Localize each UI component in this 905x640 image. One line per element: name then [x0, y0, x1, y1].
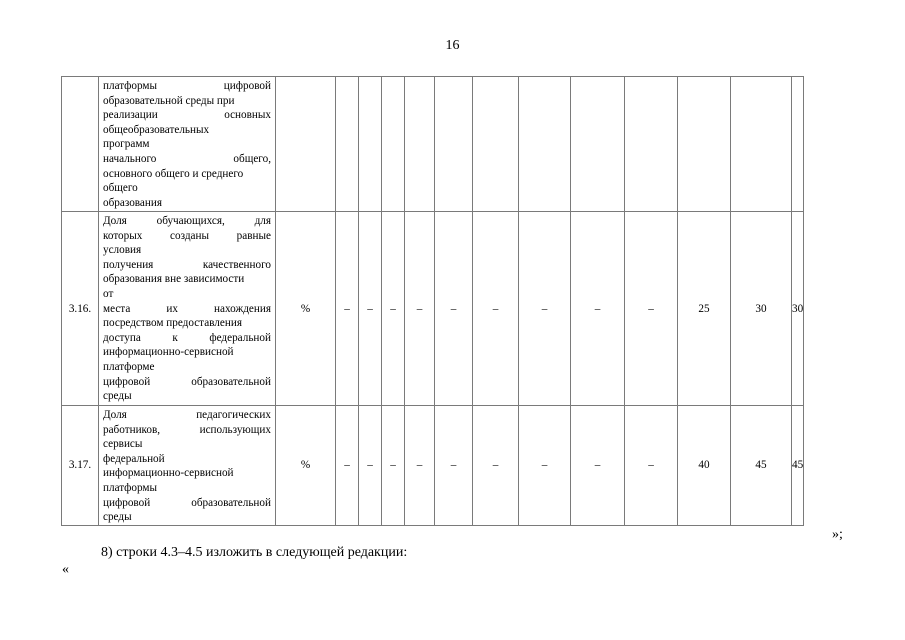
value-cell: –	[405, 406, 435, 526]
value-cell: 45	[731, 406, 792, 526]
description-line: образования вне зависимости	[103, 273, 245, 286]
description-line: цифровой образовательной	[103, 496, 271, 509]
unit-cell: %	[276, 406, 336, 526]
value-cell: –	[359, 406, 382, 526]
value-cell: –	[571, 406, 625, 526]
table-row	[62, 77, 804, 212]
value-cell: –	[382, 406, 405, 526]
value-cell	[731, 77, 792, 212]
indicator-description-cell	[99, 77, 276, 212]
description-line: места их нахождения	[103, 302, 271, 315]
description-line: платформы цифровой	[103, 80, 271, 92]
value-cell: –	[473, 212, 519, 406]
value-cell: –	[435, 406, 473, 526]
description-line: образовательной среды при	[103, 94, 235, 107]
value-cell: 30	[731, 212, 792, 406]
value-cell	[382, 77, 405, 212]
value-cell	[336, 77, 359, 212]
indicator-description-cell	[99, 406, 276, 526]
value-cell: –	[359, 212, 382, 406]
description-line: работников, использующих	[103, 423, 271, 436]
description-line: от	[103, 287, 114, 300]
value-cell	[435, 77, 473, 212]
value-cell: 40	[678, 406, 731, 526]
description-line: условия	[103, 244, 142, 257]
table-row	[62, 212, 804, 406]
value-cell: –	[519, 212, 571, 406]
page-number: 16	[445, 38, 460, 53]
closing-quote-mark: »;	[832, 527, 843, 542]
description-line: информационно-сервисной	[103, 346, 234, 359]
description-line: сервисы	[103, 438, 143, 451]
description-line: платформы	[103, 481, 157, 494]
value-cell	[359, 77, 382, 212]
unit-cell: %	[276, 212, 336, 406]
description-line: Доля обучающихся, для	[103, 215, 271, 227]
value-cell: 45	[792, 406, 804, 526]
value-cell: –	[473, 406, 519, 526]
value-cell	[678, 77, 731, 212]
description-line: среды	[103, 511, 132, 524]
value-cell: –	[382, 212, 405, 406]
value-cell: –	[336, 212, 359, 406]
description-line: общего	[103, 182, 138, 195]
value-cell: –	[571, 212, 625, 406]
value-cell: –	[519, 406, 571, 526]
description-line: которых созданы равные	[103, 229, 271, 242]
description-line: федеральной	[103, 452, 165, 465]
description-line: среды	[103, 390, 132, 403]
description-line: посредством предоставления	[103, 317, 242, 330]
value-cell	[625, 77, 678, 212]
value-cell: –	[336, 406, 359, 526]
indicators-table	[61, 76, 804, 526]
instruction-paragraph: 8) строки 4.3–4.5 изложить в следующей редакции:	[101, 545, 408, 560]
value-cell: –	[625, 406, 678, 526]
description-line: основного общего и среднего	[103, 167, 244, 180]
value-cell	[792, 77, 804, 212]
row-number-cell: 3.17.	[62, 406, 99, 526]
description-line: получения качественного	[103, 258, 271, 271]
value-cell	[405, 77, 435, 212]
value-cell: –	[435, 212, 473, 406]
description-line: начального общего,	[103, 152, 271, 165]
value-cell: –	[405, 212, 435, 406]
opening-quote-mark: «	[62, 562, 69, 577]
description-line: образования	[103, 196, 163, 209]
table-row	[62, 406, 804, 526]
value-cell: 30	[792, 212, 804, 406]
unit-cell	[276, 77, 336, 212]
value-cell	[519, 77, 571, 212]
description-line: доступа к федеральной	[103, 331, 271, 344]
indicator-description-cell	[99, 212, 276, 406]
description-line: информационно-сервисной	[103, 467, 234, 480]
row-number-cell	[62, 77, 99, 212]
description-line: общеобразовательных	[103, 123, 210, 136]
value-cell	[473, 77, 519, 212]
description-line: платформе	[103, 360, 155, 373]
value-cell: 25	[678, 212, 731, 406]
description-line: цифровой образовательной	[103, 375, 271, 388]
description-line: Доля педагогических	[103, 409, 271, 421]
description-line: программ	[103, 138, 150, 151]
description-line: реализации основных	[103, 109, 271, 122]
row-number-cell: 3.16.	[62, 212, 99, 406]
value-cell: –	[625, 212, 678, 406]
value-cell	[571, 77, 625, 212]
